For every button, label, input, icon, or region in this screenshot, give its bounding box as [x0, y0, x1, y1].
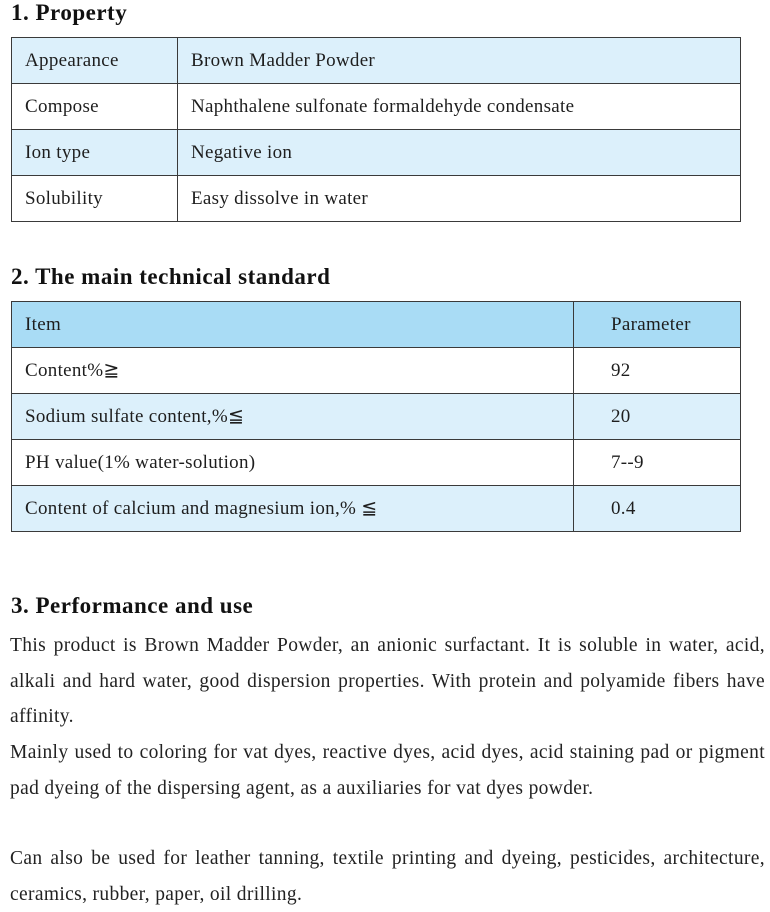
standard-item: Content%≧ — [12, 348, 574, 394]
standard-item: Content of calcium and magnesium ion,% ≦ — [12, 486, 574, 532]
table-header-row — [12, 302, 741, 348]
standard-parameter: 7--9 — [574, 440, 741, 486]
standard-item: PH value(1% water-solution) — [12, 440, 574, 486]
table-row — [12, 394, 741, 440]
table-row — [12, 440, 741, 486]
property-value: Negative ion — [178, 130, 741, 176]
property-heading: 1. Property — [11, 0, 128, 25]
performance-heading: 3. Performance and use — [11, 593, 254, 618]
table-row — [12, 176, 741, 222]
standard-parameter: 20 — [574, 394, 741, 440]
table-row — [12, 84, 741, 130]
table-row — [12, 130, 741, 176]
applications-paragraph: Can also be used for leather tanning, textile printing and dyeing, pesticides, architecture, ceramics, rubber, paper, oil drilling. — [10, 848, 765, 905]
technical-standard-heading: 2. The main technical standard — [11, 264, 331, 289]
usage-paragraph: Mainly used to coloring for vat dyes, reactive dyes, acid dyes, acid staining pad or pigment pad dyeing of the dispersing agent, as a auxiliaries for vat dyes powder. — [10, 742, 765, 799]
standard-item: Sodium sulfate content,%≦ — [12, 394, 574, 440]
property-table — [11, 37, 741, 222]
performance-paragraph: This product is Brown Madder Powder, an anionic surfactant. It is soluble in water, acid, alkali and hard water, good dispersion properties. With protein and polyamide fibers have affinity. — [10, 635, 765, 727]
property-label: Ion type — [12, 130, 178, 176]
table-row — [12, 348, 741, 394]
column-header-parameter: Parameter — [574, 302, 741, 348]
technical-standard-table — [11, 301, 741, 532]
table-row — [12, 486, 741, 532]
property-label: Appearance — [12, 38, 178, 84]
property-label: Solubility — [12, 176, 178, 222]
property-label: Compose — [12, 84, 178, 130]
property-value: Naphthalene sulfonate formaldehyde condensate — [178, 84, 741, 130]
table-row — [12, 38, 741, 84]
property-value: Brown Madder Powder — [178, 38, 741, 84]
standard-parameter: 0.4 — [574, 486, 741, 532]
property-value: Easy dissolve in water — [178, 176, 741, 222]
column-header-item: Item — [12, 302, 574, 348]
standard-parameter: 92 — [574, 348, 741, 394]
